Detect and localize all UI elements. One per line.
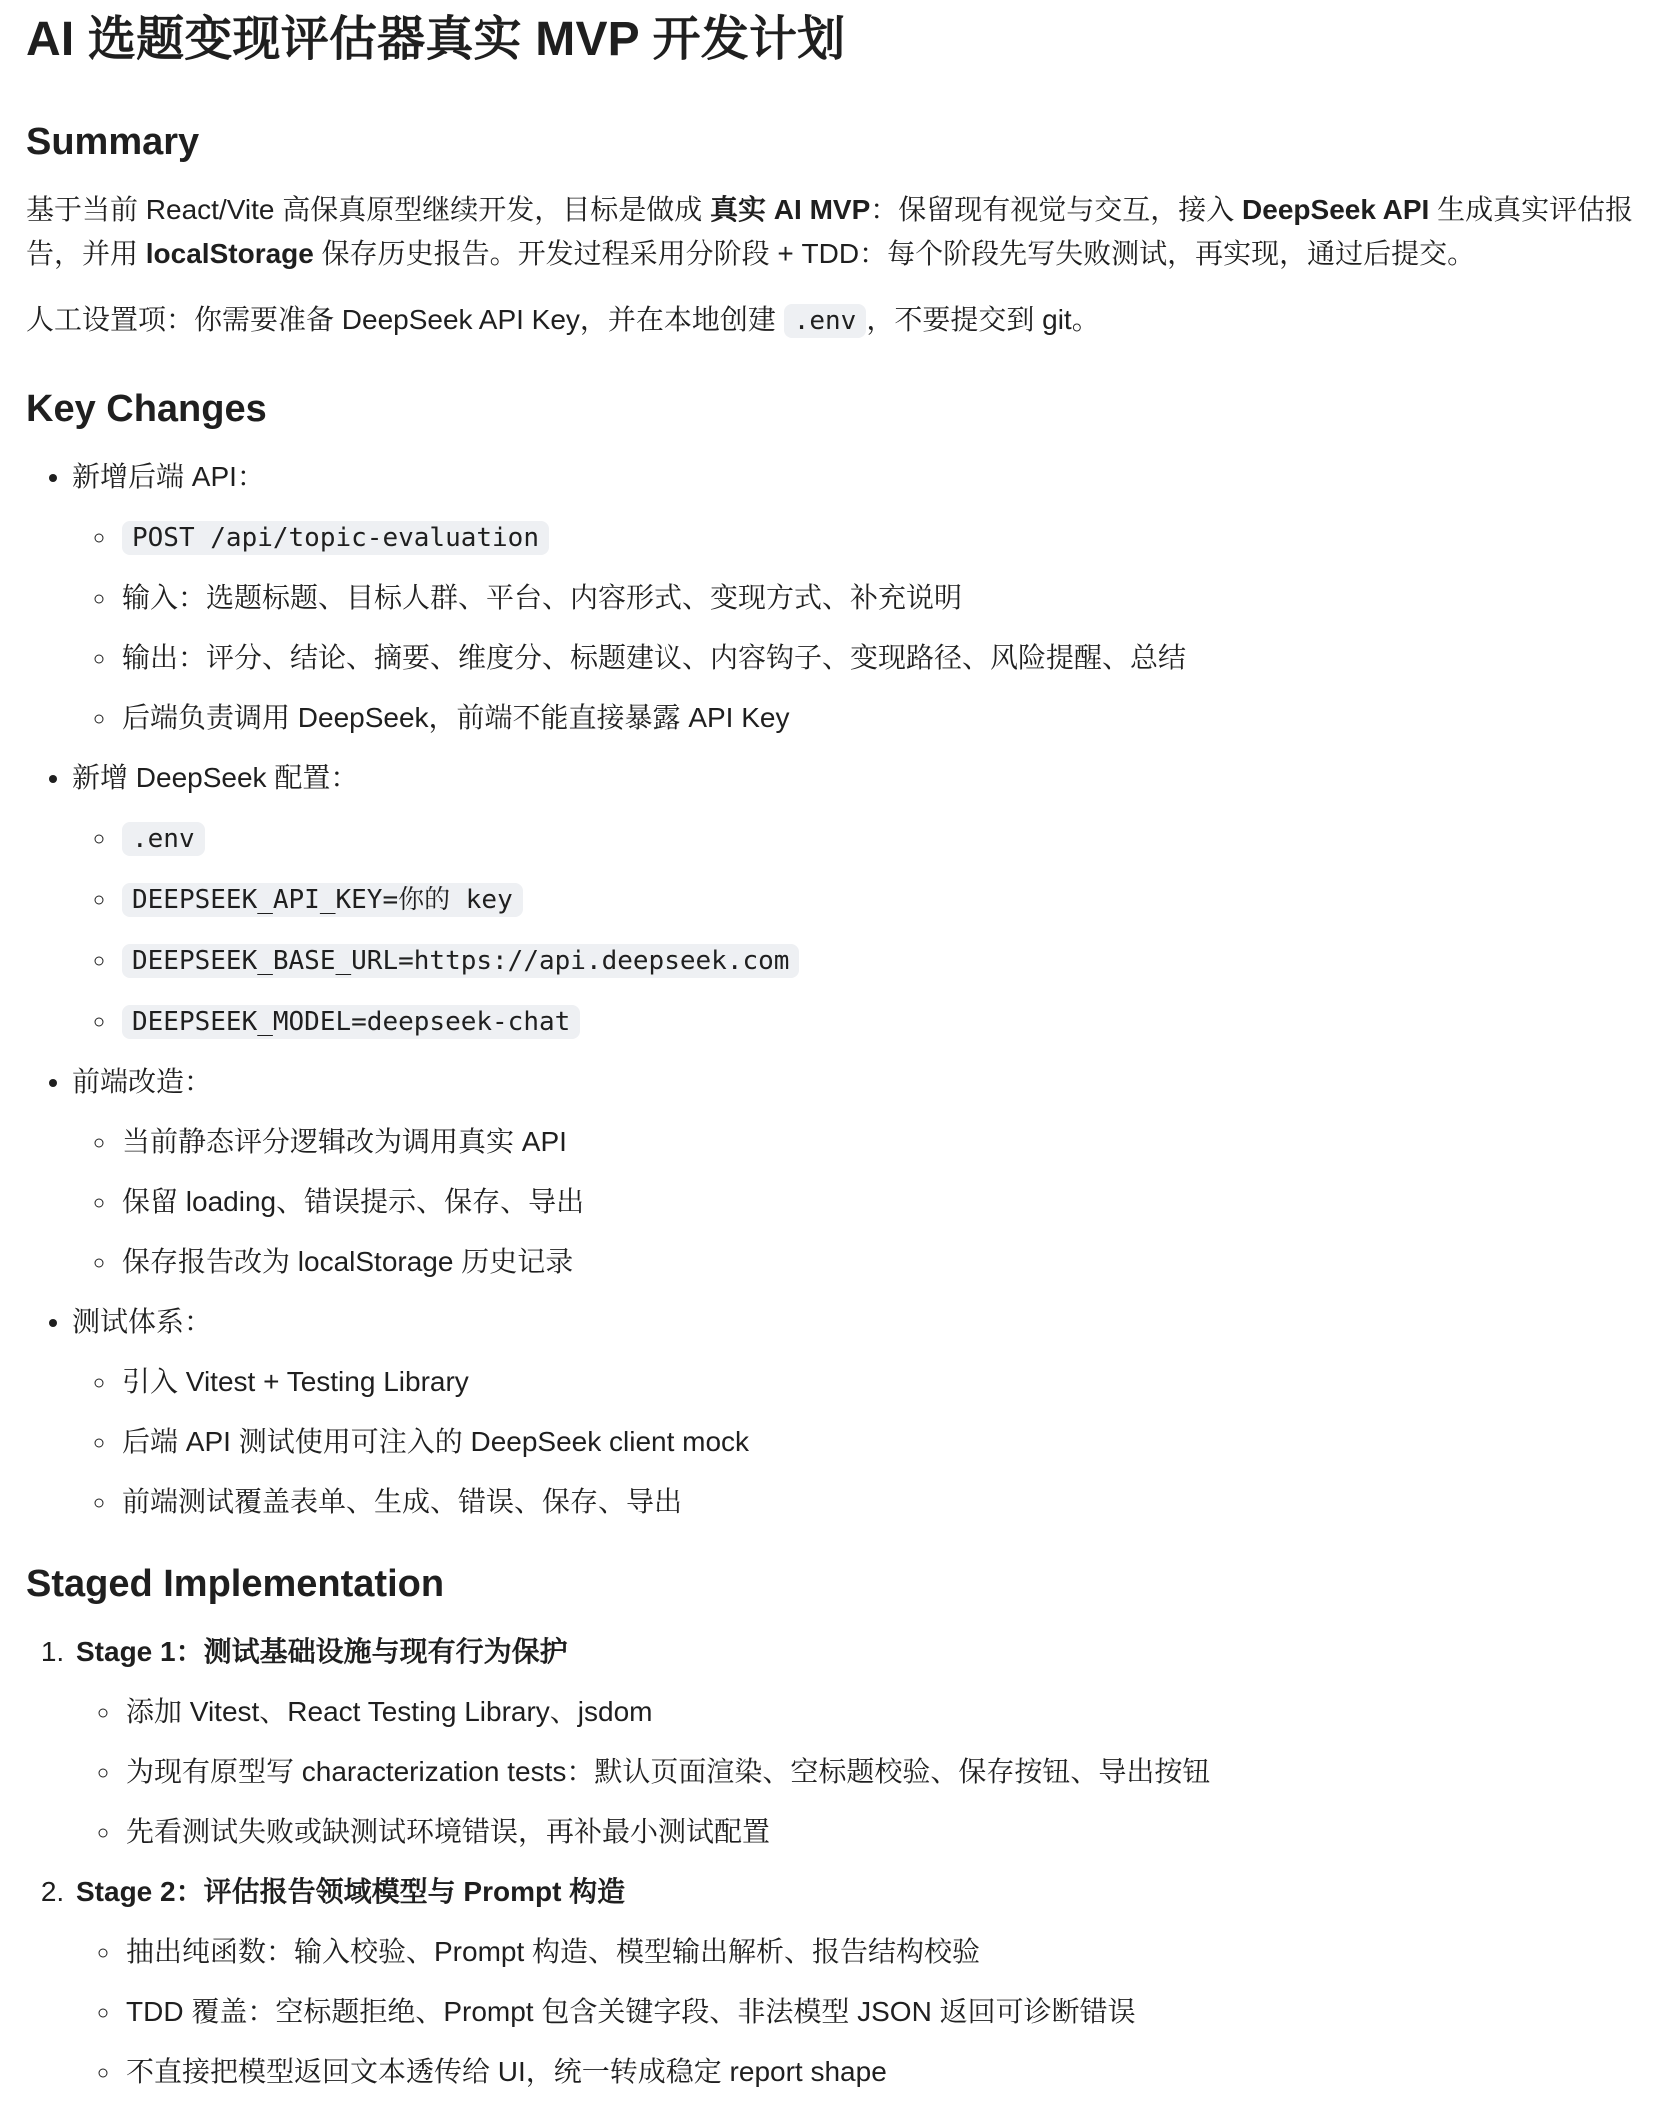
list-item xyxy=(72,1870,1638,2094)
list-item xyxy=(118,515,1638,560)
inline-code: DEEPSEEK_API_KEY=你的 key xyxy=(122,883,523,917)
stage-title: ：评估报告领域模型与 Prompt 构造 xyxy=(175,1876,626,1907)
list-item-label: 新增 DeepSeek 配置： xyxy=(72,762,359,793)
key-changes-list xyxy=(26,455,1638,1524)
list-item xyxy=(118,877,1638,922)
page-title: AI 选题变现评估器真实 MVP 开发计划 xyxy=(26,13,846,66)
list-item: ◦ 先看测试失败或缺测试环境错误，再补最小测试配置 xyxy=(122,1810,1638,1854)
list-item: ◦ 前端测试覆盖表单、生成、错误、保存、导出 xyxy=(118,1480,1638,1524)
inline-code: .env xyxy=(122,822,205,856)
summary-text: 生成真实评估报告，并用 xyxy=(26,194,1634,269)
list-item: ◦ 当前静态评分逻辑改为调用真实 API xyxy=(118,1120,1638,1164)
inline-code: DEEPSEEK_BASE_URL=https://api.deepseek.com xyxy=(122,944,799,978)
summary-bold-storage: localStorage xyxy=(145,238,314,269)
list-item xyxy=(72,1300,1638,1524)
inline-code: .env xyxy=(784,304,867,338)
stage-label: Stage 2 xyxy=(76,1876,176,1907)
list-item: ◦ 保留 loading、错误提示、保存、导出 xyxy=(118,1180,1638,1224)
list-item xyxy=(118,999,1638,1044)
list-item xyxy=(72,756,1638,1044)
list-item xyxy=(118,816,1638,861)
list-item: ◦ 后端 API 测试使用可注入的 DeepSeek client mock xyxy=(118,1420,1638,1464)
list-item: ◦ 添加 Vitest、React Testing Library、jsdom xyxy=(122,1690,1638,1734)
list-item xyxy=(118,938,1638,983)
stage-label: Stage 1 xyxy=(76,1636,176,1667)
summary-paragraph-1 xyxy=(26,188,1638,276)
summary-bold-api: DeepSeek API xyxy=(1242,194,1430,225)
staged-heading: Staged Implementation xyxy=(26,1563,445,1605)
staged-list xyxy=(26,1630,1638,2094)
summary-bold-mvp: 真实 AI MVP xyxy=(710,194,871,225)
list-item: ◦ TDD 覆盖：空标题拒绝、Prompt 包含关键字段、非法模型 JSON 返回可诊断错误 xyxy=(122,1990,1638,2034)
summary-text: ：保留现有视觉与交互，接入 xyxy=(870,194,1243,225)
stage-title: ：测试基础设施与现有行为保护 xyxy=(175,1636,568,1667)
list-item: ◦ 不直接把模型返回文本透传给 UI，统一转成稳定 report shape xyxy=(122,2050,1638,2094)
summary-text: 人工设置项：你需要准备 DeepSeek API Key，并在本地创建 xyxy=(26,304,784,335)
list-item xyxy=(72,455,1638,740)
list-item: ◦ 后端负责调用 DeepSeek，前端不能直接暴露 API Key xyxy=(118,696,1638,740)
list-item: ◦ 引入 Vitest + Testing Library xyxy=(118,1360,1638,1404)
list-item: ◦ 抽出纯函数：输入校验、Prompt 构造、模型输出解析、报告结构校验 xyxy=(122,1930,1638,1974)
key-changes-heading: Key Changes xyxy=(26,388,267,430)
list-item-label: 新增后端 API： xyxy=(72,461,265,492)
list-item: ◦ 输出：评分、结论、摘要、维度分、标题建议、内容钩子、变现路径、风险提醒、总结 xyxy=(118,636,1638,680)
list-item-label: 前端改造： xyxy=(72,1066,213,1097)
inline-code: DEEPSEEK_MODEL=deepseek-chat xyxy=(122,1005,580,1039)
list-item: ◦ 保存报告改为 localStorage 历史记录 xyxy=(118,1240,1638,1284)
summary-text: 基于当前 React/Vite 高保真原型继续开发，目标是做成 xyxy=(26,194,711,225)
list-item: ◦ 为现有原型写 characterization tests：默认页面渲染、空标题校验、保存按钮、导出按钮 xyxy=(122,1750,1638,1794)
list-item-label: 测试体系： xyxy=(72,1306,213,1337)
summary-paragraph-2 xyxy=(26,298,1638,343)
summary-heading: Summary xyxy=(26,121,200,163)
list-item xyxy=(72,1060,1638,1284)
summary-text: ，不要提交到 git。 xyxy=(866,304,1100,335)
list-item xyxy=(72,1630,1638,1854)
summary-text: 保存历史报告。开发过程采用分阶段 + TDD：每个阶段先写失败测试，再实现，通过后提交。 xyxy=(313,238,1476,269)
inline-code: POST /api/topic-evaluation xyxy=(122,521,549,555)
list-item: ◦ 输入：选题标题、目标人群、平台、内容形式、变现方式、补充说明 xyxy=(118,576,1638,620)
